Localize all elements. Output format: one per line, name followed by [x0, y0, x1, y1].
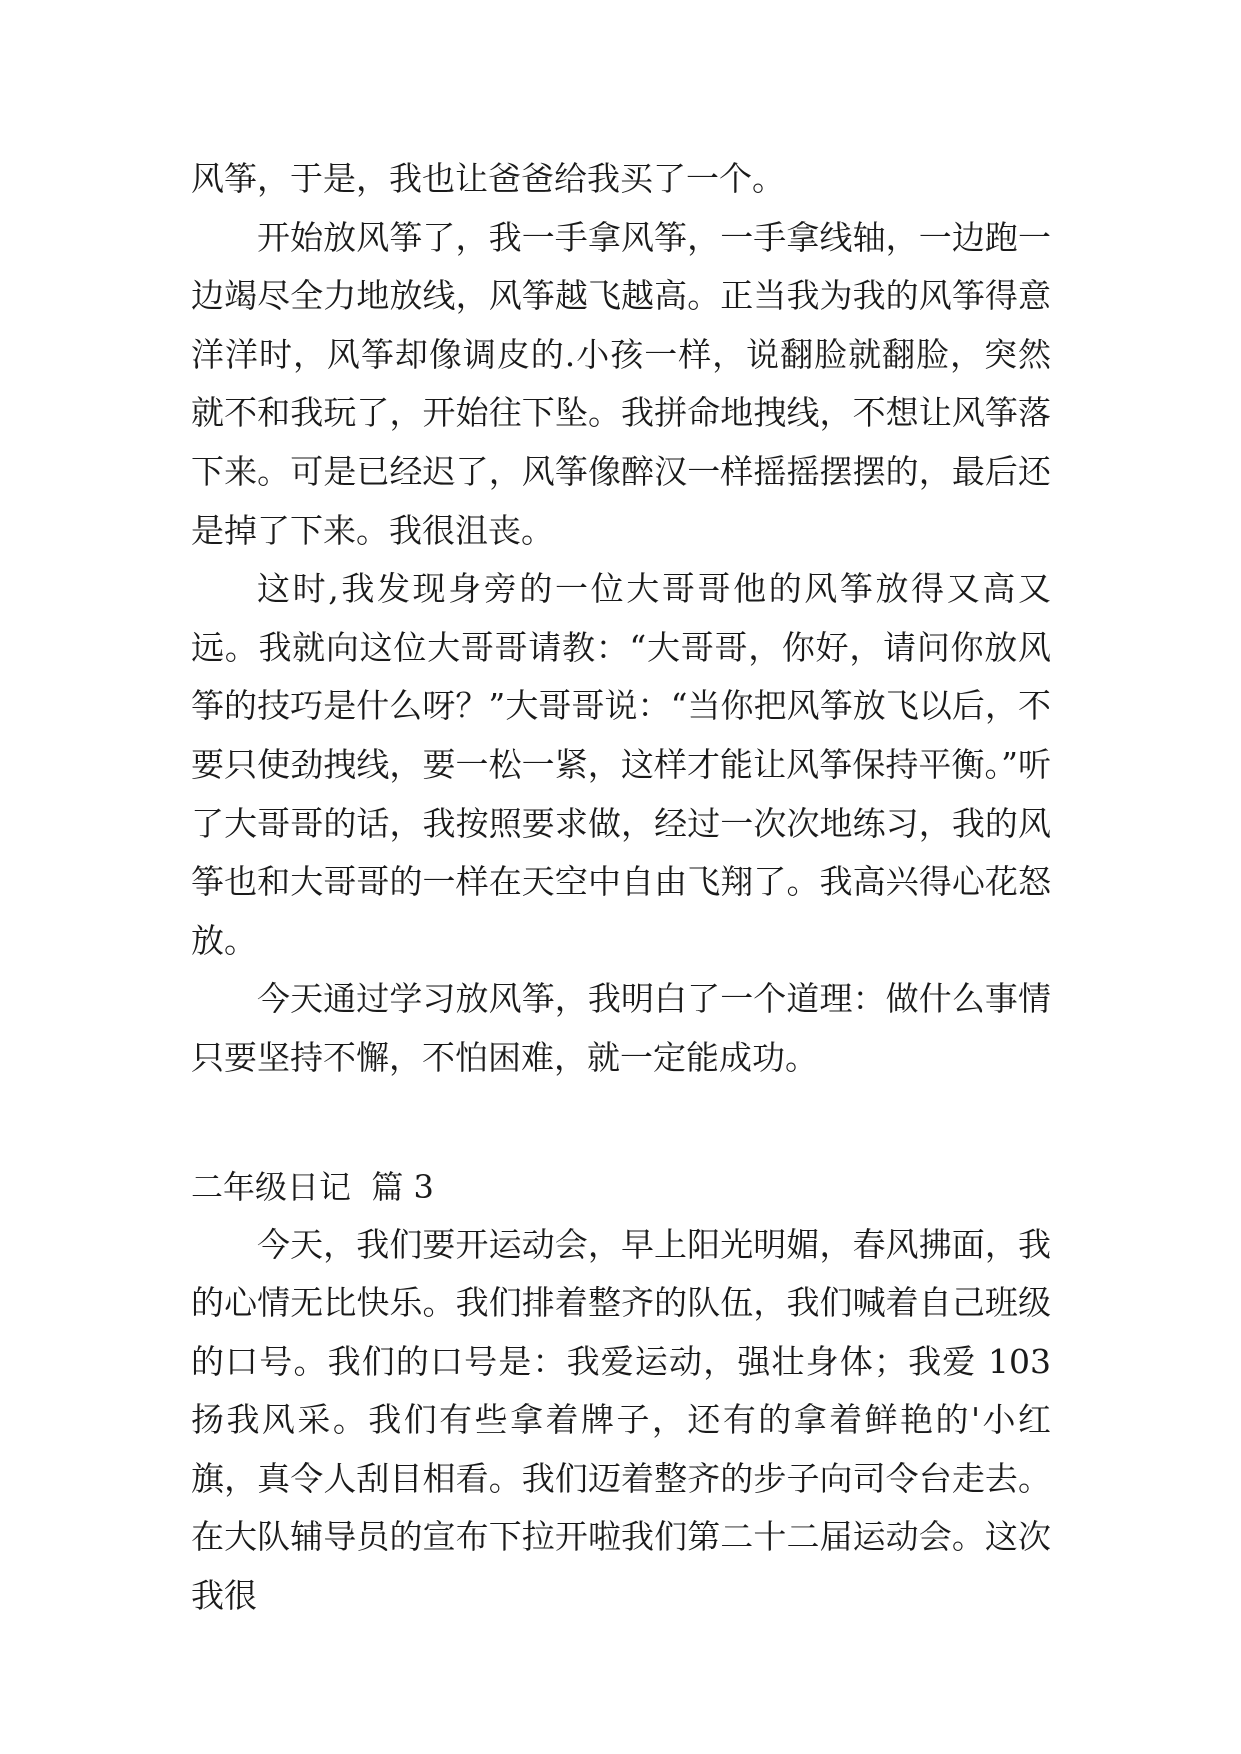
paragraph-sports-meeting: 今天，我们要开运动会，早上阳光明媚，春风拂面，我的心情无比快乐。我们排着整齐的队伍，我们喊着自己班级的口号。我们的口号是：我爱运动，强壮身体；我爱 103 扬我风采。我们有些拿着牌子，还有的拿着鲜艳的'小红旗，真令人刮目相看。我们迈着整齐的步子向司令台走去。在大队辅导员的宣布下拉开啦我们第二十二届运动会。这次我很 [191, 1224, 1051, 1616]
paragraph-flying-kite: 开始放风筝了，我一手拿风筝，一手拿线轴，一边跑一边竭尽全力地放线，风筝越飞越高。正当我为我的风筝得意洋洋时，风筝却像调皮的.小孩一样，说翻脸就翻脸，突然就不和我玩了，开始往下坠。我拼命地拽线，不想让风筝落下来。可是已经迟了，风筝像醉汉一样摇摇摆摆的，最后还是掉了下来。我很沮丧。 [191, 217, 1051, 550]
document-page [191, 150, 1051, 1626]
paragraph-lesson-learned: 今天通过学习放风筝，我明白了一个道理：做什么事情只要坚持不懈，不怕困难，就一定能成功。 [191, 979, 1051, 1077]
diary-entry-heading: 二年级日记 篇 3 [191, 1167, 434, 1206]
paragraph-big-brother-advice: 这时,我发现身旁的一位大哥哥他的风筝放得又高又远。我就向这位大哥哥请教：“大哥哥，你好，请问你放风筝的技巧是什么呀？”大哥哥说：“当你把风筝放飞以后，不要只使劲拽线，要一松一紧，这样才能让风筝保持平衡。”听了大哥哥的话，我按照要求做，经过一次次地练习，我的风筝也和大哥哥的一样在天空中自由飞翔了。我高兴得心花怒放。 [191, 569, 1051, 960]
paragraph-continuation: 风筝，于是，我也让爸爸给我买了一个。 [191, 159, 785, 198]
